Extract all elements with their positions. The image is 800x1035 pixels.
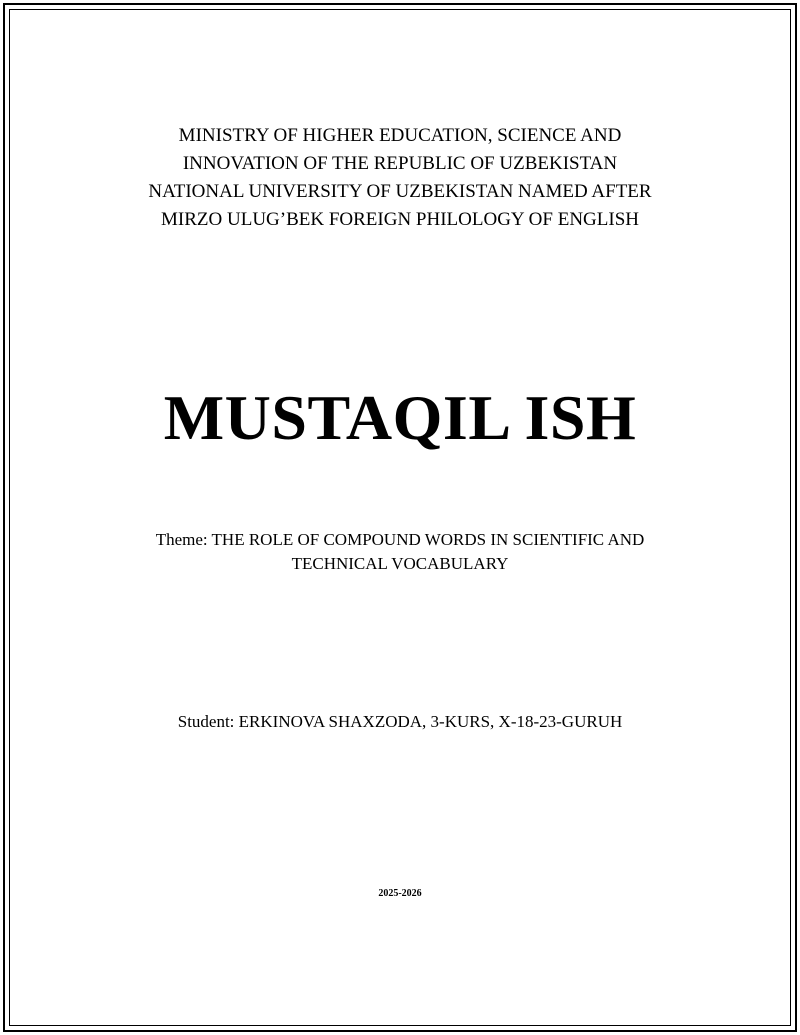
theme-block <box>0 528 800 576</box>
header-line: MIRZO ULUG’BEK FOREIGN PHILOLOGY OF ENGLISH <box>161 209 639 230</box>
student-info: Student: ERKINOVA SHAXZODA, 3-KURS, X-18-23-GURUH <box>177 712 623 731</box>
header-line: MINISTRY OF HIGHER EDUCATION, SCIENCE AND <box>178 125 622 146</box>
document-title: MUSTAQIL ISH <box>163 382 637 453</box>
header-line: INNOVATION OF THE REPUBLIC OF UZBEKISTAN <box>182 153 618 174</box>
header-line: NATIONAL UNIVERSITY OF UZBEKISTAN NAMED AFTER <box>148 181 652 202</box>
theme-line: TECHNICAL VOCABULARY <box>291 554 509 573</box>
institution-header <box>0 122 800 234</box>
theme-line: Theme: THE ROLE OF COMPOUND WORDS IN SCIENTIFIC AND <box>155 530 645 549</box>
academic-year: 2025-2026 <box>378 888 422 899</box>
